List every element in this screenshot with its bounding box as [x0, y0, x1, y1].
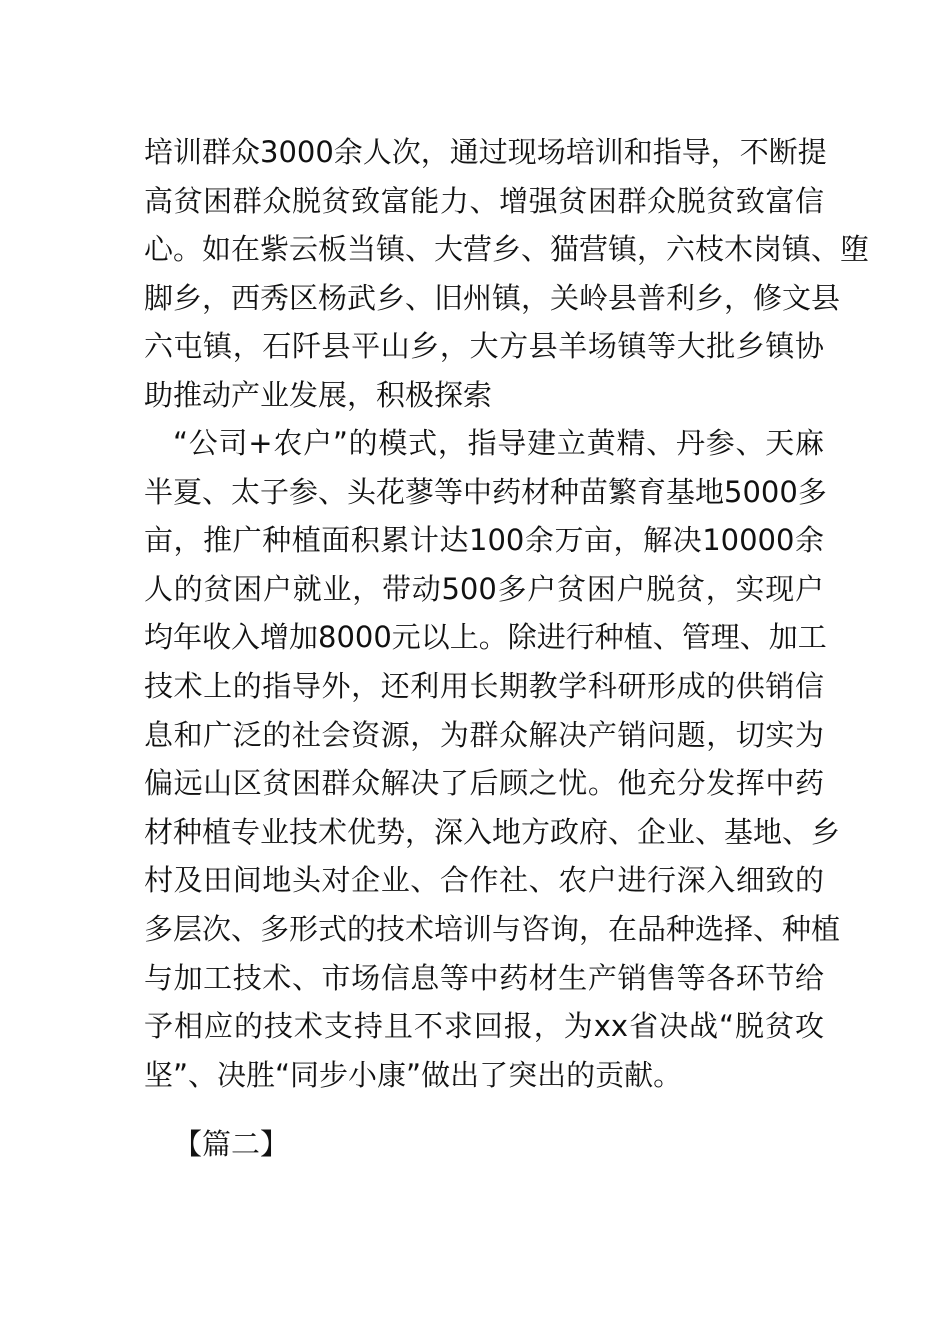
paragraph-2 [144, 419, 841, 1099]
paragraph-2-line: 与加工技术、市场信息等中药材生产销售等各环节给 [144, 960, 824, 995]
section-heading: 【篇二】 [173, 1127, 290, 1161]
paragraph-2-line: 多层次、多形式的技术培训与咨询，在品种选择、种植 [144, 911, 841, 946]
paragraph-1-line: 助推动产业发展，积极探索 [144, 377, 493, 412]
paragraph-2-line: 均年收入增加8000元以上。除进行种植、管理、加工 [144, 620, 827, 655]
paragraph-2-line: “公司+农户”的模式，指导建立黄精、丹参、天麻 [173, 426, 824, 460]
paragraph-2-line: 息和广泛的社会资源，为群众解决产销问题，切实为 [144, 717, 824, 752]
paragraph-2-line: 材种植专业技术优势，深入地方政府、企业、基地、乡 [144, 814, 841, 849]
paragraph-1-line: 培训群众3000余人次，通过现场培训和指导，不断提 [144, 135, 827, 169]
paragraph-1-line: 心。如在紫云板当镇、大营乡、猫营镇，六枝木岗镇、堕 [144, 232, 870, 267]
paragraph-1-line: 六屯镇，石阡县平山乡，大方县羊场镇等大批乡镇协 [144, 329, 824, 364]
paragraph-2-line: 坚”、决胜“同步小康”做出了突出的贡献。 [144, 1057, 683, 1092]
paragraph-1-line: 高贫困群众脱贫致富能力、增强贫困群众脱贫致富信 [144, 183, 824, 218]
paragraph-2-line: 半夏、太子参、头花蓼等中药材种苗繁育基地5000多 [144, 474, 827, 509]
paragraph-1-line: 脚乡，西秀区杨武乡、旧州镇，关岭县普利乡，修文县 [144, 280, 841, 315]
paragraph-2-line: 人的贫困户就业，带动500多户贫困户脱贫，实现户 [144, 571, 824, 606]
paragraph-2-line: 予相应的技术支持且不求回报，为xx省决战“脱贫攻 [144, 1009, 824, 1044]
paragraph-2-line: 偏远山区贫困群众解决了后顾之忧。他充分发挥中药 [144, 766, 824, 801]
paragraph-1 [144, 128, 870, 420]
paragraph-2-line: 亩，推广种植面积累计达100余万亩，解决10000余 [144, 523, 824, 558]
paragraph-2-line: 技术上的指导外，还利用长期教学科研形成的供销信 [144, 668, 824, 703]
paragraph-2-line: 村及田间地头对企业、合作社、农户进行深入细致的 [144, 863, 824, 898]
